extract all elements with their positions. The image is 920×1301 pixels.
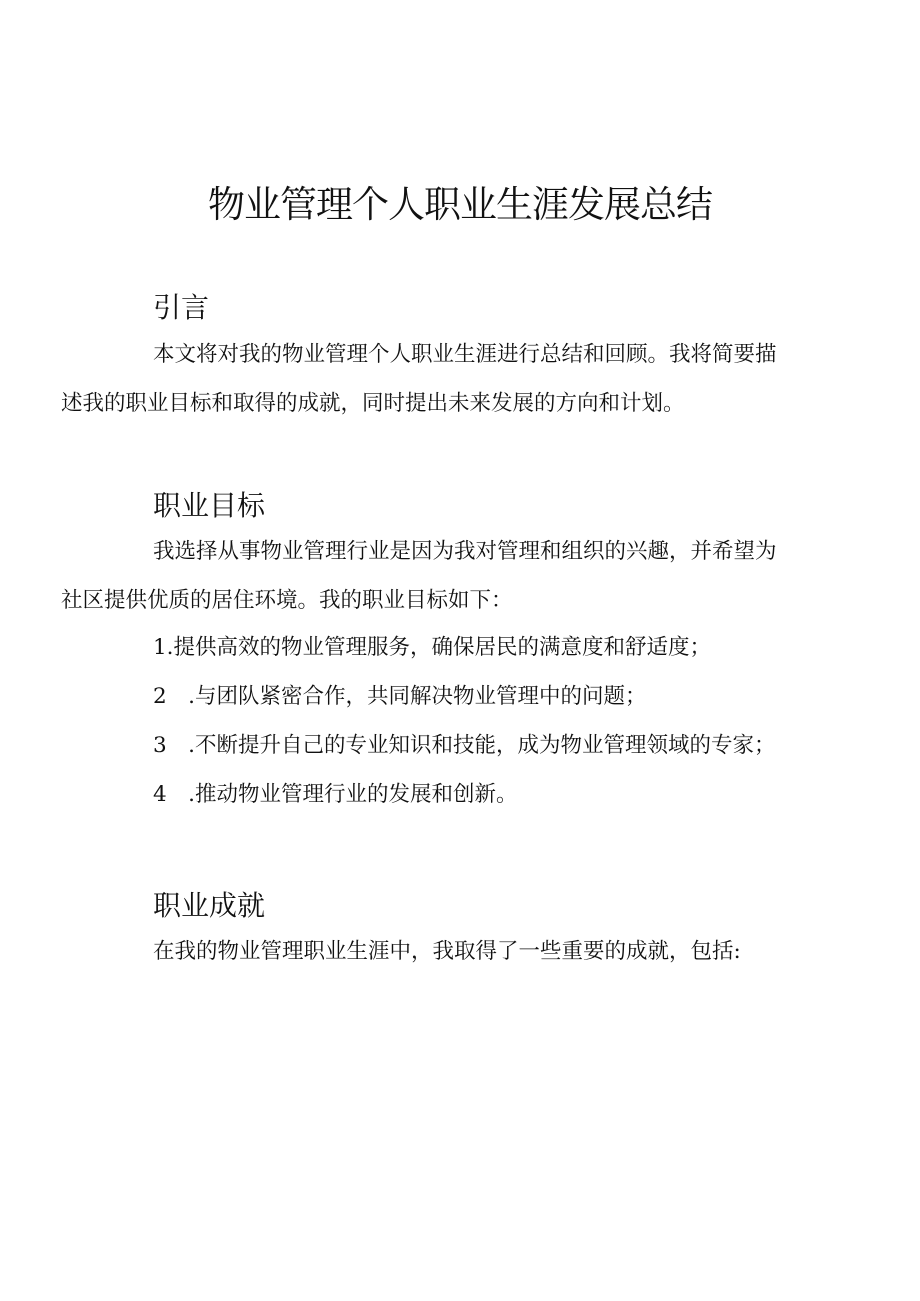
- section-heading-introduction: 引言: [153, 291, 210, 324]
- section-heading-career-goals: 职业目标: [153, 489, 266, 522]
- paragraph-line: 在我的物业管理职业生涯中，我取得了一些重要的成就，包括:: [153, 939, 741, 964]
- goal-list-text: 推动物业管理行业的发展和创新。: [195, 782, 518, 807]
- paragraph-line: 我选择从事物业管理行业是因为我对管理和组织的兴趣，并希望为: [153, 539, 777, 564]
- goal-list-number: 4 .: [153, 782, 196, 807]
- goal-list-item: [153, 780, 518, 810]
- goal-list-number: 3 .: [153, 733, 196, 758]
- career-achievements-paragraph: [107, 927, 827, 976]
- section-heading-career-achievements: 职业成就: [153, 889, 266, 922]
- goal-list-item: [153, 731, 776, 761]
- paragraph-line: 述我的职业目标和取得的成就，同时提出未来发展的方向和计划。: [61, 391, 685, 416]
- paragraph-line: 本文将对我的物业管理个人职业生涯进行总结和回顾。我将简要描: [153, 342, 777, 367]
- document-title: 物业管理个人职业生涯发展总结: [208, 183, 712, 226]
- goal-list-number: 1.: [153, 635, 174, 660]
- goal-list-item: [153, 682, 647, 712]
- goal-list-text: 不断提升自己的专业知识和技能，成为物业管理领域的专家；: [195, 733, 776, 758]
- paragraph-line: 社区提供优质的居住环境。我的职业目标如下：: [61, 588, 513, 613]
- goal-list-text: 提供高效的物业管理服务，确保居民的满意度和舒适度；: [173, 635, 712, 660]
- goal-list-text: 与团队紧密合作，共同解决物业管理中的问题；: [195, 684, 647, 709]
- goal-list-item: [153, 633, 711, 663]
- introduction-paragraph: [61, 330, 827, 428]
- goal-list-number: 2 .: [153, 684, 196, 709]
- career-goals-paragraph: [61, 527, 827, 625]
